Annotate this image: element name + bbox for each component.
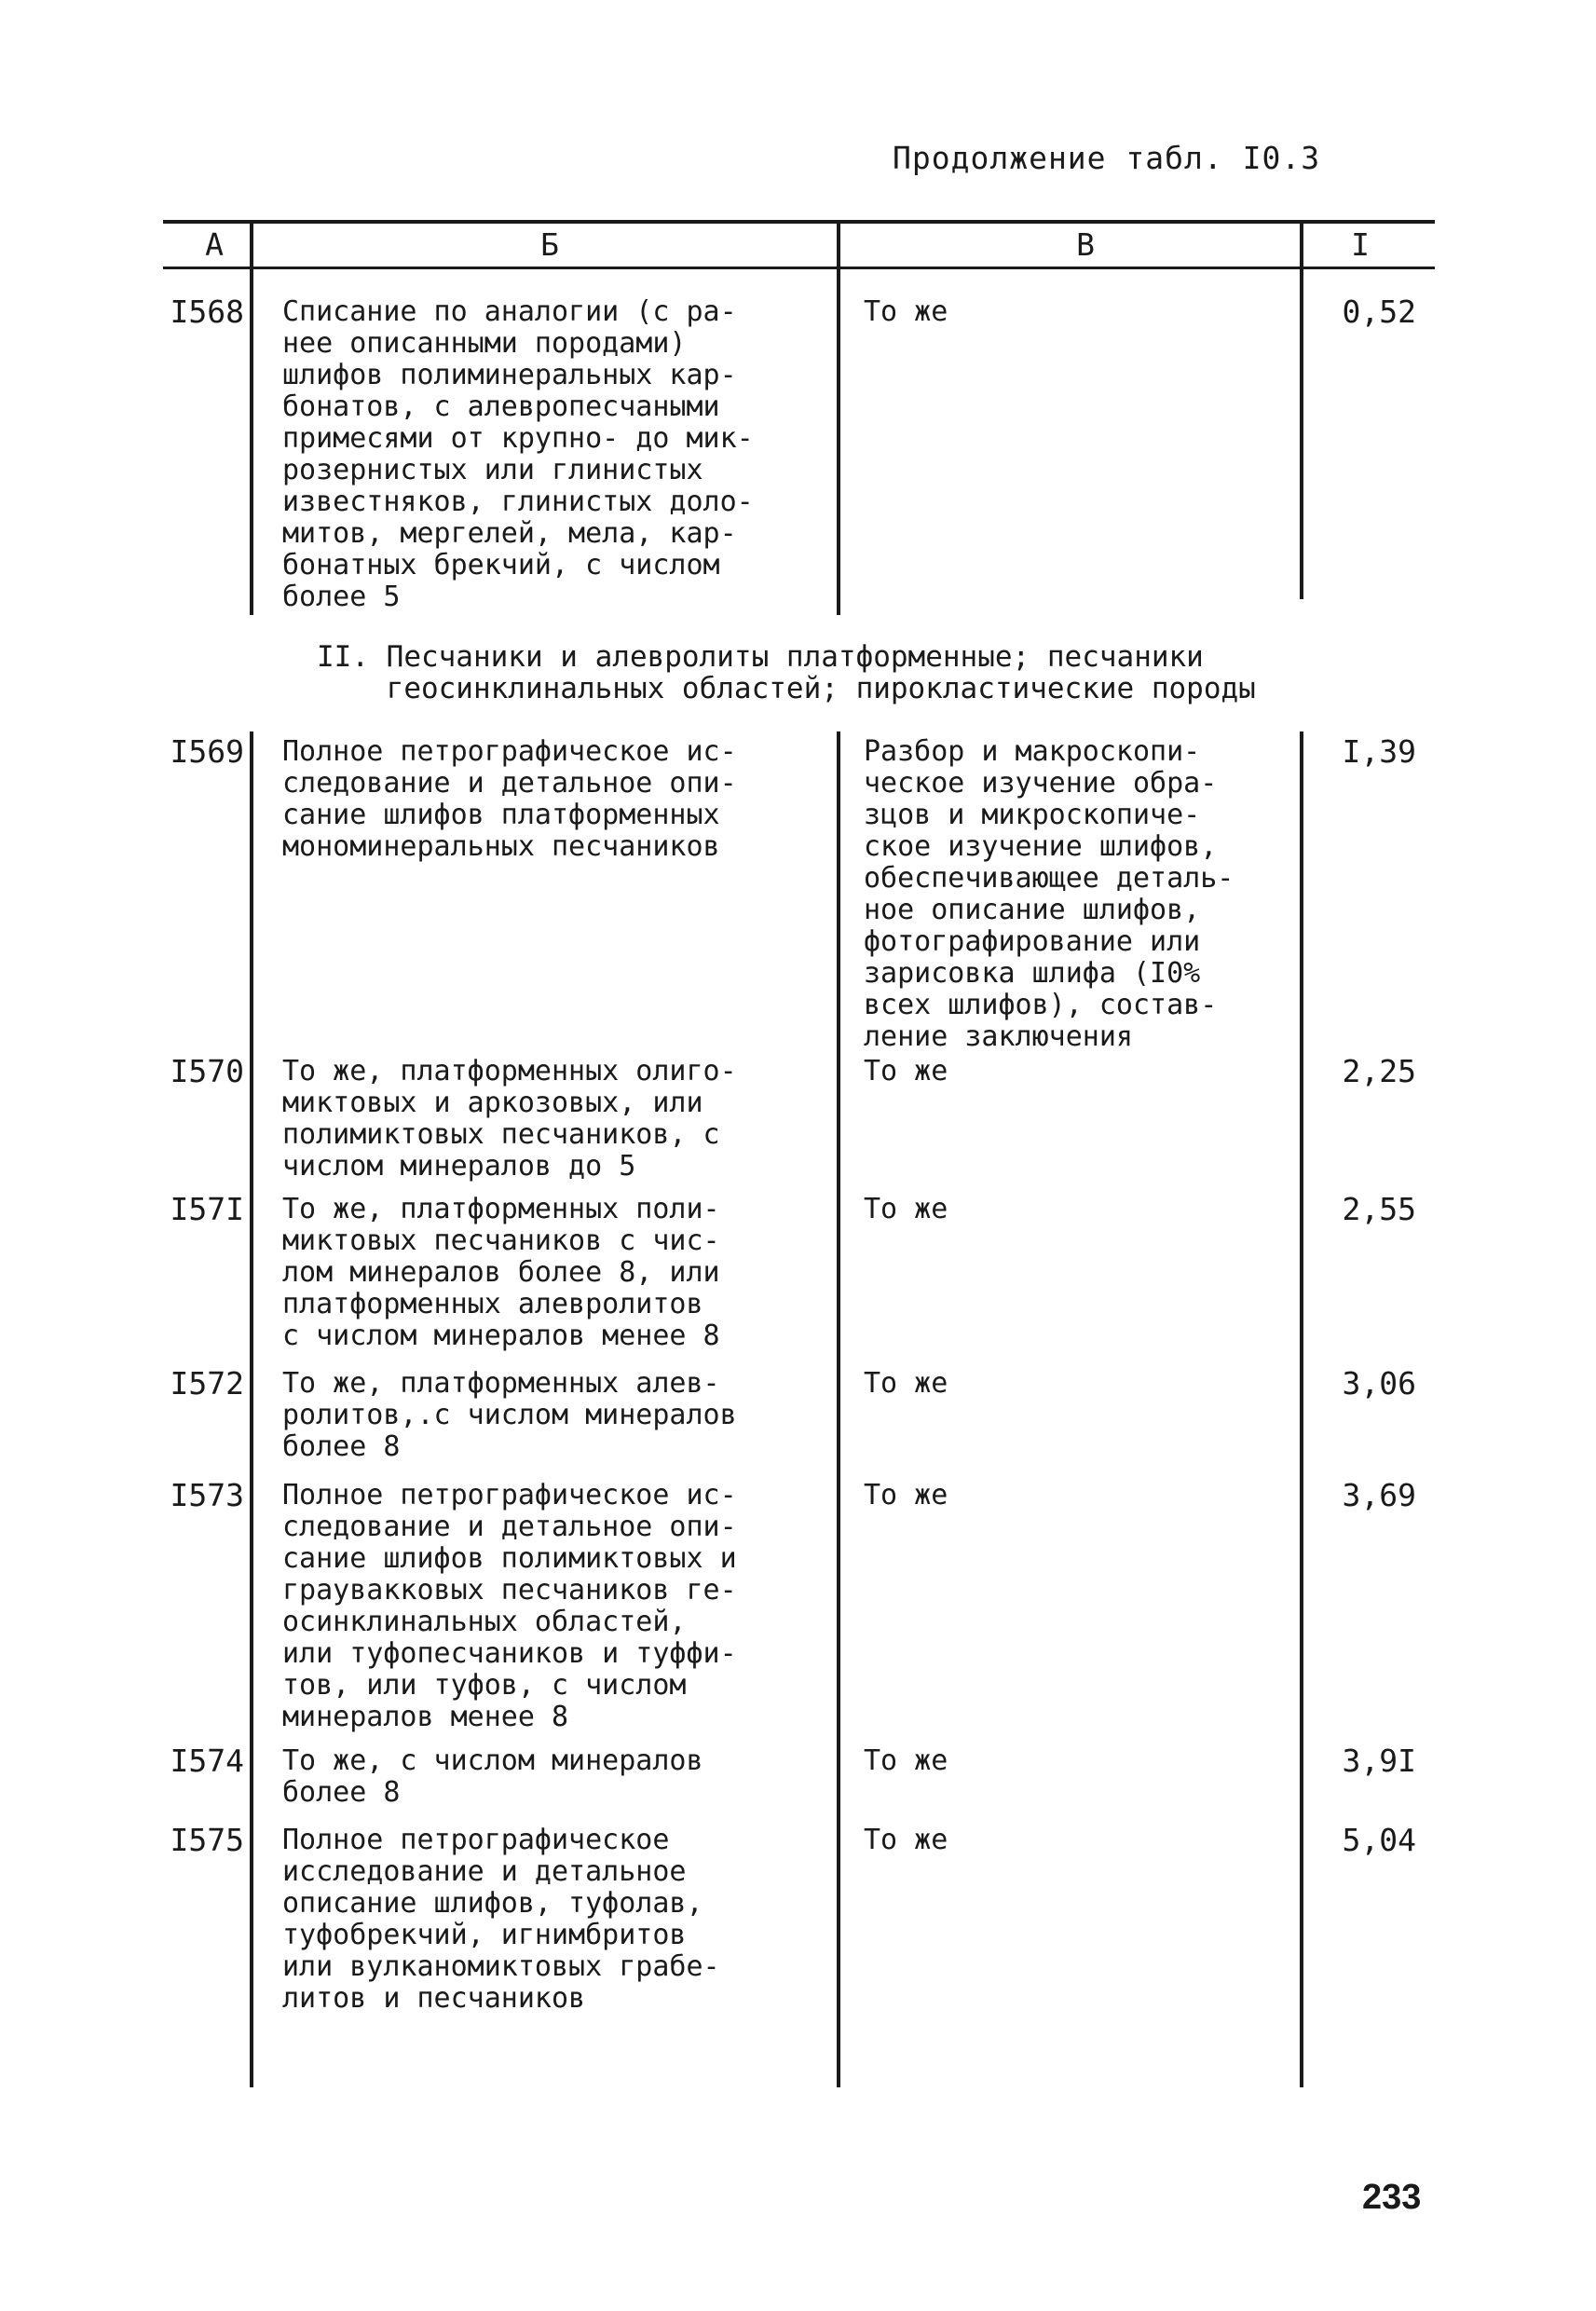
column-divider-b-v-lower (837, 732, 840, 2087)
column-divider-v-i (1300, 222, 1303, 599)
table-header-rule (163, 267, 1435, 269)
row-rate: 3,9I (1342, 1743, 1416, 1779)
column-header-a: A (205, 226, 224, 263)
column-header-b: Б (540, 226, 559, 263)
row-description: То же, платформенных алев- ролитов,.с числом минералов более 8 (282, 1367, 737, 1463)
row-content: То же (864, 295, 948, 328)
row-code: I57I (170, 1191, 244, 1227)
row-code: I568 (170, 294, 244, 330)
row-content: Разбор и макроскопи- ческое изучение обра- зцов и микроскопиче- ское изучение шлифов, обеспечивающее деталь- ное описание шлифов, фотографирование или зарисовка шлифа (I0% всех шлифов), состав- ление заключения (864, 735, 1235, 1053)
row-content: То же (864, 1744, 948, 1777)
column-divider-v-i-lower (1300, 732, 1303, 2087)
column-header-i: I (1351, 226, 1370, 263)
row-code: I574 (170, 1743, 244, 1779)
row-description: То же, платформенных олиго- миктовых и аркозовых, или полимиктовых песчаников, с числом минералов до 5 (282, 1055, 737, 1183)
row-description: То же, с числом минералов более 8 (282, 1744, 703, 1809)
row-content: То же (864, 1055, 948, 1087)
row-description: Списание по аналогии (с ра- нее описанными породами) шлифов полиминеральных кар- бонатов, с алевропесчаными примесями от крупно- до мик- розернистых или глинистых известняков, глинистых доло- митов, мергелей, мела, кар- бонатных брекчий, с числом более 5 (282, 295, 754, 613)
row-description: Полное петрографическое исследование и детальное описание шлифов, туфолав, туфобрекчий, игнимбритов или вулканомиктовых грабе- литов и песчаников (282, 1824, 720, 2015)
row-rate: 3,69 (1342, 1477, 1416, 1513)
column-divider-a-b (250, 222, 253, 615)
table-continuation-caption: Продолжение табл. I0.3 (893, 140, 1321, 176)
row-description: Полное петрографическое ис- следование и детальное опи- сание шлифов полимиктовых и граувакковых песчаников ге- осинклинальных областей, или туфопесчаников и туффи- тов, или туфов, с числом минералов менее 8 (282, 1479, 737, 1733)
column-header-v: В (1076, 226, 1095, 263)
row-code: I575 (170, 1822, 244, 1858)
row-rate: 2,55 (1342, 1191, 1416, 1227)
row-content: То же (864, 1824, 948, 1856)
row-rate: 5,04 (1342, 1822, 1416, 1858)
row-content: То же (864, 1479, 948, 1511)
row-rate: 3,06 (1342, 1365, 1416, 1402)
row-code: I573 (170, 1477, 244, 1513)
row-content: То же (864, 1367, 948, 1400)
row-rate: 2,25 (1342, 1053, 1416, 1089)
section-heading: II. Песчаники и алевролиты платформенные; песчаники геосинклинальных областей; пирокластические породы (317, 640, 1256, 705)
row-description: То же, платформенных поли- миктовых песчаников с чис- лом минералов более 8, или платформенных алевролитов с числом минералов менее 8 (282, 1193, 720, 1352)
row-rate: I,39 (1342, 733, 1416, 770)
column-divider-b-v (837, 222, 840, 615)
page-number: 233 (1362, 2178, 1422, 2217)
row-rate: 0,52 (1342, 294, 1416, 330)
row-content: То же (864, 1193, 948, 1225)
row-code: I569 (170, 733, 244, 770)
row-description: Полное петрографическое ис- следование и детальное опи- сание шлифов платформенных мономинеральных песчаников (282, 735, 737, 863)
row-code: I570 (170, 1053, 244, 1089)
column-divider-a-b-lower (250, 732, 253, 2087)
table-top-rule (163, 220, 1435, 224)
row-code: I572 (170, 1365, 244, 1402)
